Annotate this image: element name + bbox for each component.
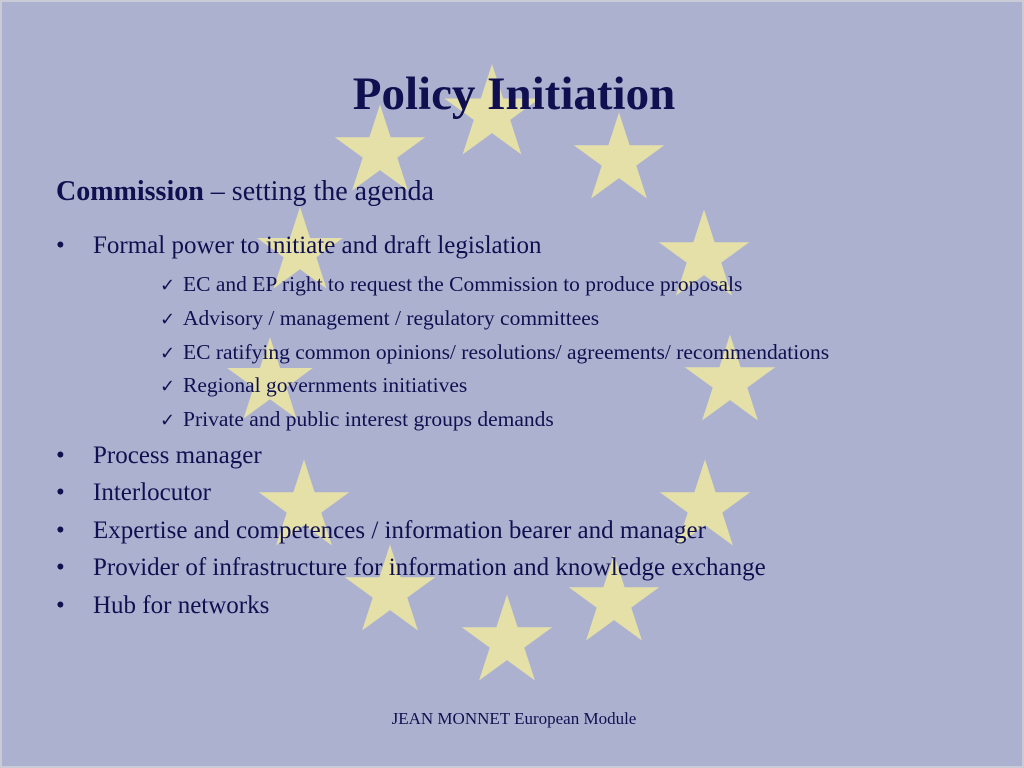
sub-list-item [160, 405, 554, 435]
bullet-icon: • [56, 554, 65, 581]
checkmark-icon: ✓ [160, 410, 176, 431]
sub-list-item-text: EC and EP right to request the Commission to produce proposals [183, 272, 743, 296]
list-item-text: Provider of infrastructure for information and knowledge exchange [93, 554, 766, 581]
list-item-text: Formal power to initiate and draft legislation [93, 232, 542, 259]
checkmark-icon: ✓ [160, 376, 176, 397]
bullet-icon: • [56, 232, 65, 259]
sub-list-item [160, 338, 829, 368]
heading-rest: – setting the agenda [203, 176, 434, 207]
checkmark-icon: ✓ [160, 309, 176, 330]
list-item [56, 516, 706, 546]
slide-footer: JEAN MONNET European Module [391, 709, 637, 728]
sub-list-item [160, 304, 599, 334]
checkmark-icon: ✓ [160, 275, 176, 296]
sub-list-item [160, 270, 742, 300]
list-item-text: Process manager [93, 442, 262, 469]
star-icon [462, 595, 552, 681]
bullet-icon: • [56, 442, 65, 469]
sub-list-item-text: Private and public interest groups demands [183, 407, 554, 431]
bullet-icon: • [56, 517, 65, 544]
sub-list-item [160, 371, 467, 401]
bullet-icon: • [56, 592, 65, 619]
list-item-text: Expertise and competences / information bearer and manager [93, 517, 706, 544]
list-item [56, 591, 269, 621]
heading-bold: Commission [56, 176, 204, 207]
list-item [56, 478, 211, 508]
star-icon [574, 113, 664, 199]
list-item-text: Interlocutor [93, 479, 212, 506]
list-item [56, 441, 262, 471]
sub-list-item-text: Advisory / management / regulatory committees [183, 306, 600, 330]
bullet-icon: • [56, 479, 65, 506]
section-heading [56, 174, 434, 210]
checkmark-icon: ✓ [160, 343, 176, 364]
list-item [56, 553, 766, 583]
sub-list-item-text: EC ratifying common opinions/ resolutions/ agreements/ recommendations [183, 340, 830, 364]
slide-title: Policy Initiation [352, 68, 676, 120]
list-item-text: Hub for networks [93, 592, 270, 619]
sub-list-item-text: Regional governments initiatives [183, 373, 468, 397]
list-item [56, 231, 542, 261]
